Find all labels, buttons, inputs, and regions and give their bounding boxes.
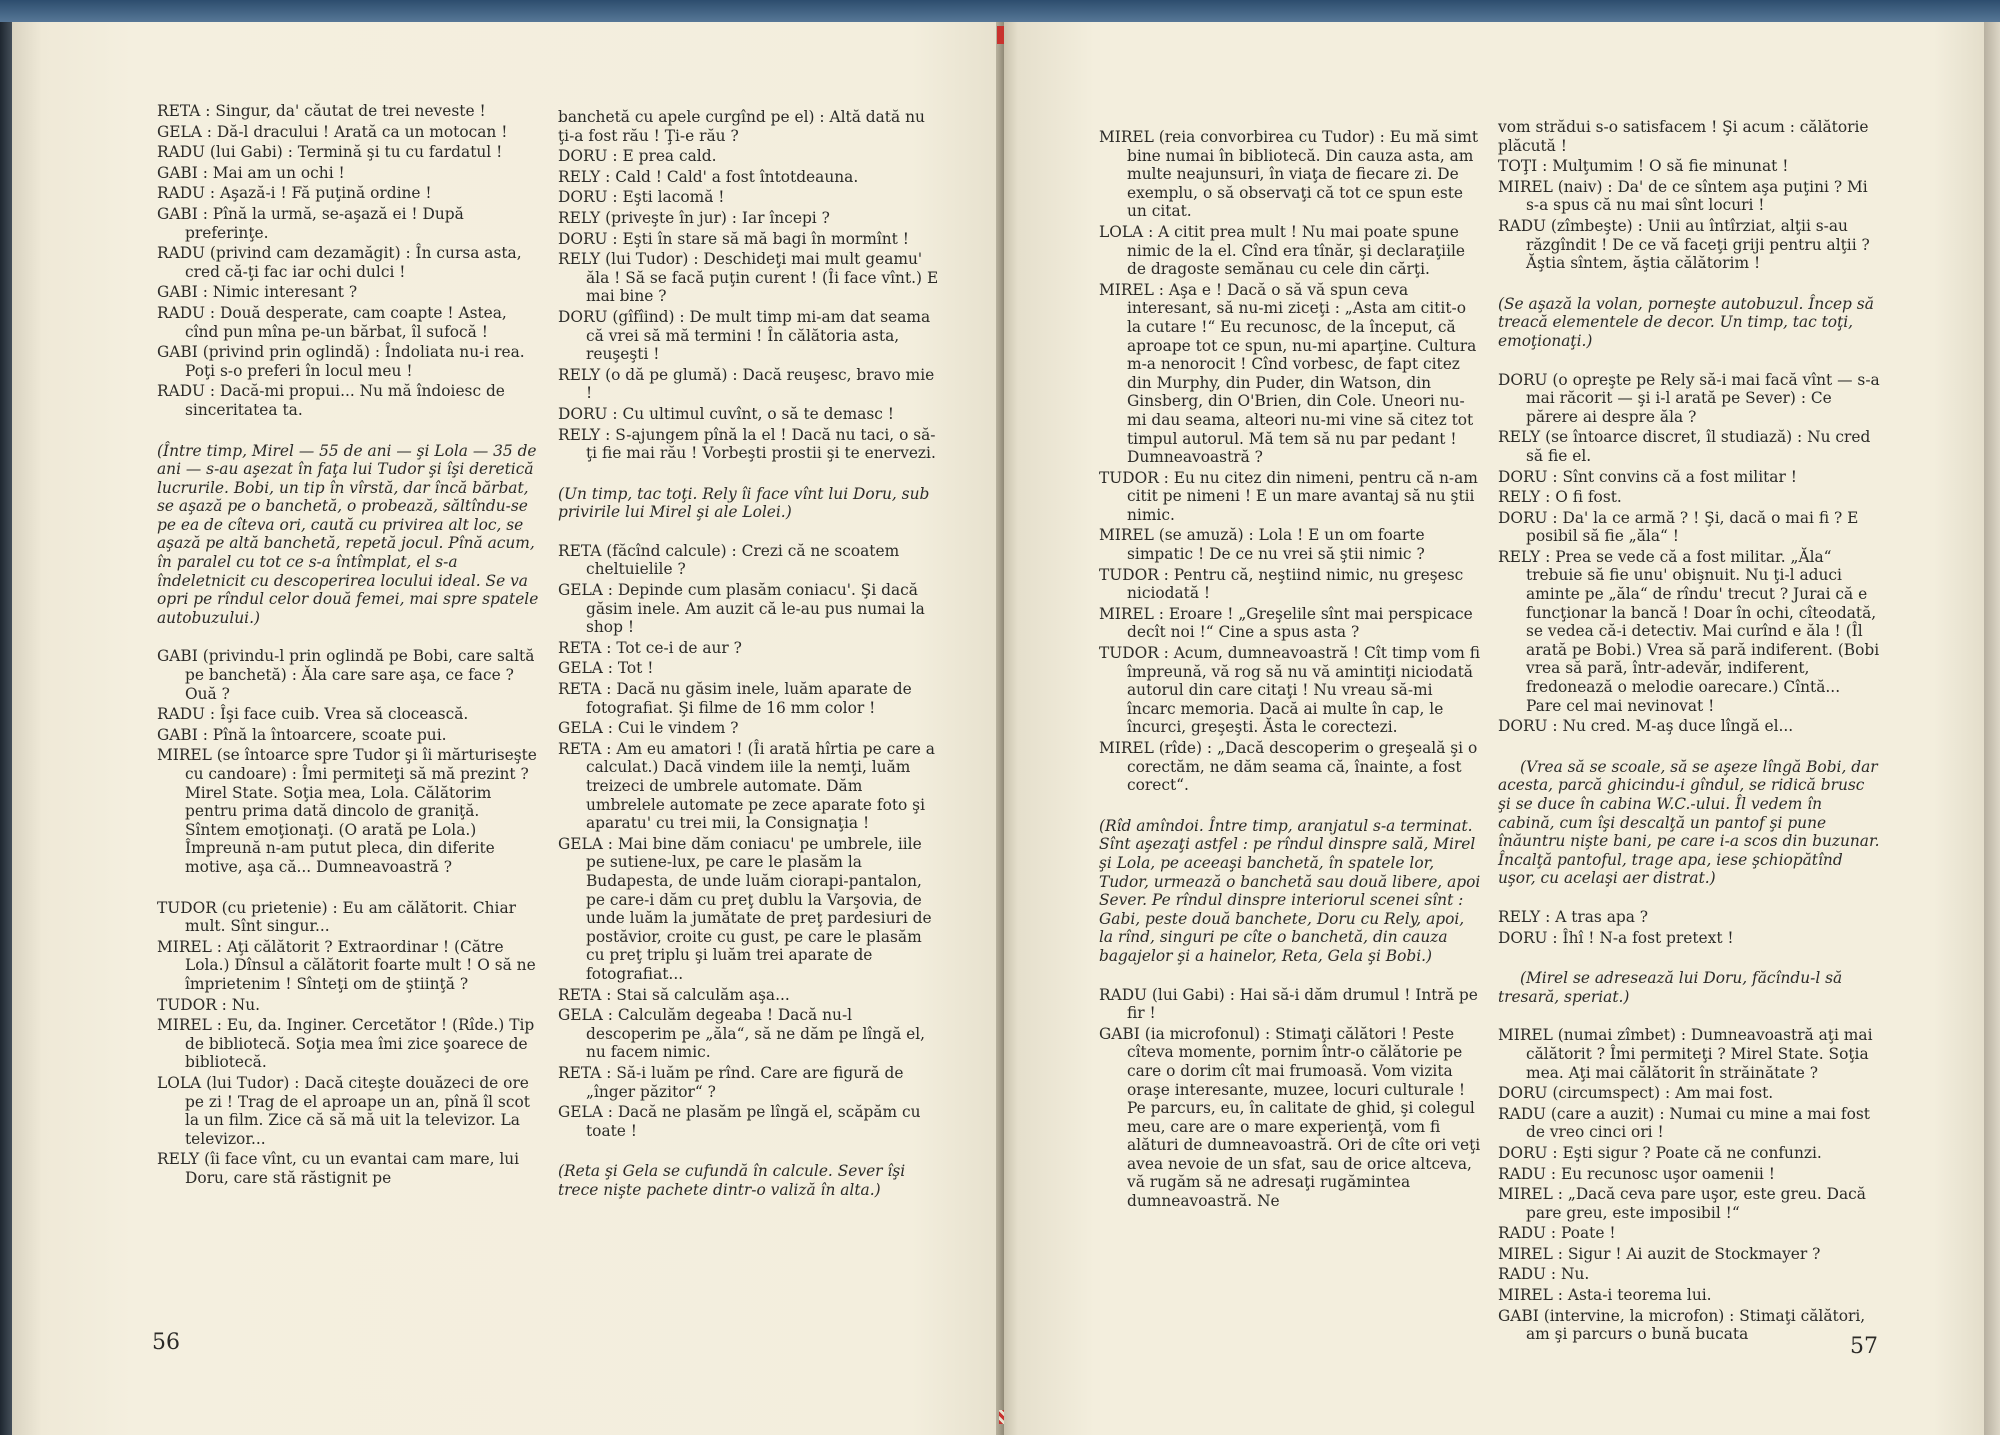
right-page-column-2 (1498, 118, 1880, 1346)
dialogue-line: RADU (lui Gabi) : Hai să-i dăm drumul ! Intră pe fir ! (1099, 985, 1478, 1023)
dialogue-line: RETA : Stai să calculăm aşa... (558, 985, 790, 1004)
dialogue-line: GABI : Nimic interesant ? (157, 283, 358, 302)
left-page-column-1 (157, 102, 539, 1189)
left-page (12, 22, 1016, 1435)
stage-direction: (Se aşază la volan, porneşte autobuzul. Încep să treacă elementele de decor. Un timp, tac toţi, emoţionaţi.) (1498, 294, 1874, 350)
dialogue-line: RELY (se întoarce discret, îl studiază) : Nu cred să fie el. (1498, 428, 1871, 465)
dialogue-line: GELA : Dă-l dracului ! Arată ca un motocan ! (157, 122, 508, 141)
dialogue-line: MIREL : Aşa e ! Dacă o să vă spun ceva interesant, să nu-mi ziceţi : „Asta am citit-o la cutare !“ Eu recunosc, de la început, că aproape tot ce spun, nu-mi aparţine. Cultura m-a nenorocit ! Cînd vorbesc, de fapt citez din Murphy, din Puder, din Watson, din Ginsberg, din O'Brien, din Cole. Uneori nu-mi dau seama, alteori nu-mi vine să citez tot timpul autorul. Mă tem să nu par pedant ! Dumneavoastră ? (1099, 280, 1477, 467)
dialogue-line: RETA : Tot ce-i de aur ? (558, 638, 742, 657)
dialogue-line: DORU : Eşti sigur ? Poate că ne confunzi. (1498, 1143, 1822, 1162)
dialogue-line: RADU : Îşi face cuib. Vrea să clocească. (157, 705, 469, 724)
dialogue-line: RADU : Aşază-i ! Fă puţină ordine ! (157, 184, 432, 203)
dialogue-line: RADU : Nu. (1498, 1265, 1590, 1284)
dialogue-line: MIREL : Asta-i teorema lui. (1498, 1286, 1712, 1305)
dialogue-line: DORU : E prea cald. (558, 147, 717, 166)
dialogue-line: DORU : Eşti în stare să mă bagi în mormînt ! (558, 229, 909, 248)
dialogue-line: DORU : Nu cred. M-aş duce lîngă el... (1498, 717, 1794, 736)
dialogue-line: MIREL (numai zîmbet) : Dumneavoastră aţi mai călătorit ? Îmi permiteţi ? Mirel State. Soţia mea. Aţi mai călătorit în străinătate ? (1498, 1026, 1873, 1082)
dialogue-line: RADU : Poate ! (1498, 1224, 1616, 1243)
dialogue-line: RETA (făcînd calcule) : Crezi că ne scoatem cheltuielile ? (558, 541, 900, 579)
dialogue-line: vom strădui s-o satisfacem ! Şi acum : călătorie plăcută ! (1498, 118, 1869, 155)
dialogue-line: RELY (priveşte în jur) : Iar începi ? (558, 208, 830, 227)
dialogue-line: RELY : S-ajungem pînă la el ! Dacă nu taci, o să-ţi fie mai rău ! Vorbeşti prostii şi te enervezi. (558, 425, 936, 463)
dialogue-line: DORU (gîfîind) : De mult timp mi-am dat seama că vrei să mă termini ! În călătoria asta, reuşeşti ! (558, 307, 931, 364)
dialogue-line: DORU : Sînt convins că a fost militar ! (1498, 467, 1797, 486)
dialogue-line: LOLA (lui Tudor) : Dacă citeşte douăzeci de ore pe zi ! Trag de el aproape un an, pînă îl scot la un film. Zice că să mă uit la televizor. La televizor... (157, 1073, 530, 1148)
right-page (1004, 22, 1986, 1435)
dialogue-line: MIREL : Eu, da. Inginer. Cercetător ! (Rîde.) Tip de bibliotecă. Soţia mea îmi zice şoarece de bibliotecă. (157, 1016, 535, 1072)
dialogue-line: RADU (privind cam dezamăgit) : În cursa asta, cred că-ţi fac iar ochi dulci ! (157, 244, 522, 281)
right-page-column-1 (1099, 128, 1481, 1213)
dialogue-line: DORU : Cu ultimul cuvînt, o să te demasc ! (558, 404, 894, 423)
dialogue-line: GELA : Dacă ne plasăm pe lîngă el, scăpăm cu toate ! (558, 1103, 921, 1140)
stage-direction: (Rîd amîndoi. Între timp, aranjatul s-a terminat. Sînt aşezaţi astfel : pe rîndul dinspre sală, Mirel şi Lola, pe aceeaşi banchetă, în spatele lor, Tudor, urmează o banchetă sau două libere, apoi Sever. Pe rîndul dinspre interiorul scenei sînt : Gabi, peste două banchete, Doru cu Rely, apoi, la rînd, singuri pe cîte o banchetă, din cauza bagajelor şi a hainelor, Reta, Gela şi Bobi.) (1099, 816, 1481, 965)
stage-direction: (Între timp, Mirel — 55 de ani — şi Lola — 35 de ani — s-au aşezat în faţa lui Tudor şi îşi deretică lucrurile. Bobi, un tip în vîrstă, dar încă bărbat, se aşază pe o banchetă, o probează, săltîndu-se pe ea de cîteva ori, caută cu privirea alt loc, se aşază pe altă banchetă, repetă jocul. Pînă acum, în paralel cu tot ce s-a întîmplat, el s-a îndeletnicit cu descoperirea locului ideal. Se va opri pe rîndul celor două femei, mai spre spatele autobuzului.) (157, 441, 539, 627)
dialogue-line: MIREL (se amuză) : Lola ! E un om foarte simpatic ! De ce nu vrei să ştii nimic ? (1099, 526, 1425, 564)
book-edge-right (1984, 22, 2000, 1435)
dialogue-line: GELA : Mai bine dăm coniacu' pe umbrele, iile pe sutiene-lux, pe care le plasăm la Budapesta, de unde luăm ciorapi-pantalon, pe care-i dăm cu preţ dublu la Varşovia, de unde luăm la jumătate de preţ pardesiuri de postăvior, croite cu gust, pe care le plasăm cu preţ triplu şi luăm trei aparate de fotografiat... (558, 834, 932, 983)
dialogue-line: TUDOR : Eu nu citez din nimeni, pentru că n-am citit pe nimeni ! E un mare avantaj să nu ştii nimic. (1099, 468, 1478, 524)
dialogue-line: TUDOR : Pentru că, neştiind nimic, nu greşesc niciodată ! (1099, 565, 1464, 603)
dialogue-line: GABI : Pînă la întoarcere, scoate pui. (157, 725, 447, 744)
stage-direction: (Un timp, tac toţi. Rely îi face vînt lui Doru, sub privirile lui Mirel şi ale Lolei.) (558, 484, 930, 522)
stage-direction: (Mirel se adresează lui Doru, făcîndu-l să tresară, speriat.) (1498, 969, 1843, 1006)
dialogue-line: RADU : Dacă-mi propui... Nu mă îndoiesc de sinceritatea ta. (157, 382, 505, 419)
dialogue-line: GELA : Tot ! (558, 659, 654, 678)
dialogue-line: GELA : Cui le vindem ? (558, 719, 739, 738)
dialogue-line: RADU : Eu recunosc uşor oamenii ! (1498, 1164, 1775, 1183)
dialogue-line: RELY (o dă pe glumă) : Dacă reuşesc, bravo mie ! (558, 365, 935, 403)
page-number: 57 (1850, 1334, 1878, 1359)
dialogue-line: MIREL : „Dacă ceva pare uşor, este greu. Dacă pare greu, este imposibil !“ (1498, 1185, 1866, 1222)
dialogue-line: DORU : Da' la ce armă ? ! Şi, dacă o mai fi ? E posibil să fie „ăla“ ! (1498, 508, 1859, 546)
dialogue-line: RETA : Singur, da' căutat de trei neveste ! (157, 102, 486, 120)
dialogue-line: LOLA : A citit prea mult ! Nu mai poate spune nimic de la el. Cînd era tînăr, şi declaraţiile de dragoste semănau cu cele din cărţi. (1099, 222, 1466, 279)
dialogue-line: TUDOR : Nu. (157, 995, 261, 1014)
dialogue-line: GABI (intervine, la microfon) : Stimaţi călători, am şi parcurs o bună bucata (1498, 1306, 1866, 1344)
dialogue-line: MIREL : Sigur ! Ai auzit de Stockmayer ? (1498, 1244, 1821, 1263)
dialogue-line: MIREL (se întoarce spre Tudor şi îi mărturiseşte cu candoare) : Îmi permiteţi să mă prezint ? Mirel State. Soţia mea, Lola. Călătorim pentru prima dată dincolo de graniţă. Sîntem emoţionaţi. (O arată pe Lola.) Împreună n-am putut pleca, din diferite motive, aşa că... Dumneavoastră ? (157, 746, 537, 876)
dialogue-line: DORU (circumspect) : Am mai fost. (1498, 1084, 1774, 1103)
dialogue-line: RADU (lui Gabi) : Termină şi tu cu fardatul ! (157, 143, 503, 162)
dialogue-line: MIREL : Aţi călătorit ? Extraordinar ! (Către Lola.) Dînsul a călătorit foarte mult ! O să ne împrietenim ! Sînteţi om de ştiinţă ? (157, 937, 536, 993)
dialogue-line: GABI (privind prin oglindă) : Îndoliata nu-i rea. Poţi s-o preferi în locul meu ! (157, 343, 525, 380)
page-number: 56 (152, 1330, 180, 1355)
dialogue-line: RADU (care a auzit) : Numai cu mine a mai fost de vreo cinci ori ! (1498, 1104, 1870, 1142)
dialogue-line: RETA : Am eu amatori ! (Îi arată hîrtia pe care a calculat.) Dacă vindem iile la nemţi, luăm treizeci de umbrele automate. Dăm umbrelele automate pe zece aparate foto şi aparatu' cu trei mii, la Consignaţia ! (558, 739, 935, 833)
dialogue-line: RELY : Prea se vede că a fost militar. „Ăla“ trebuie să fie unu' obişnuit. Nu ţi-l aduci aminte pe „ăla“ de rîndu' trecut ? Jurai că e funcţionar la bancă ! Doar în ochi, cîteodată, se vedea că-i detectiv. Mai curînd e ăla ! (Îl arată pe Bobi.) Vrea să pară indiferent. (Bobi vrea să pară, într-adevăr, indiferent, fredonează o melodie oarecare.) Cîntă... Pare cel mai nevinovat ! (1498, 547, 1880, 715)
dialogue-line: RADU (zîmbeşte) : Unii au întîrziat, alţii s-au răzgîndit ! De ce vă faceţi griji pentru alţii ? Ăştia sîntem, ăştia călătorim ! (1498, 216, 1870, 273)
dialogue-line: GABI : Mai am un ochi ! (157, 163, 345, 182)
dialogue-line: RETA : Să-i luăm pe rînd. Care are figură de „înger păzitor“ ? (558, 1063, 904, 1101)
dialogue-line: DORU : Eşti lacomă ! (558, 188, 725, 207)
stage-direction: (Vrea să se scoale, să se aşeze lîngă Bobi, dar acesta, parcă ghicindu-i gîndul, se ridică brusc şi se duce în cabina W.C.-ului. Îl vedem în cabină, cum îşi descalţă un pantof şi pune înăuntru nişte bani, pe care i-a scos din buzunar. Încalţă pantoful, trage apa, iese şchiopătînd uşor, cu acelaşi aer distrat.) (1498, 757, 1880, 888)
dialogue-line: banchetă cu apele curgînd pe el) : Altă dată nu ţi-a fost rău ! Ţi-e rău ? (558, 108, 925, 145)
dialogue-line: RELY : O fi fost. (1498, 488, 1622, 507)
dialogue-line: MIREL (naiv) : Da' de ce sîntem aşa puţini ? Mi s-a spus că nu mai sînt locuri ! (1498, 177, 1868, 215)
dialogue-line: RELY : Cald ! Cald' a fost întotdeauna. (558, 167, 859, 186)
dialogue-line: TUDOR : Acum, dumneavoastră ! Cît timp vom fi împreună, vă rog să nu vă amintiţi niciodată autorul din care citaţi ! Nu vreau să-mi încarc memoria. Dacă ai multe în cap, le încurci, greşeşti. Ăsta le corectezi. (1099, 644, 1480, 737)
dialogue-line: DORU (o opreşte pe Rely să-i mai facă vînt — s-a mai răcorit — şi i-l arată pe Sever) : Ce părere ai despre ăla ? (1498, 370, 1880, 426)
dialogue-line: GABI : Pînă la urmă, se-aşază ei ! După preferinţe. (157, 204, 464, 242)
dialogue-line: MIREL : Eroare ! „Greşelile sînt mai perspicace decît noi !“ Cine a spus asta ? (1099, 604, 1473, 642)
dialogue-line: RETA : Dacă nu găsim inele, luăm aparate de fotografiat. Şi filme de 16 mm color ! (558, 680, 912, 717)
dialogue-line: RELY : A tras apa ? (1498, 907, 1649, 926)
stage-direction: (Reta şi Gela se cufundă în calcule. Sever îşi trece nişte pachete dintr-o valiză în alta.) (558, 1162, 906, 1199)
dialogue-line: RELY (lui Tudor) : Deschideţi mai mult geamu' ăla ! Să se facă puţin curent ! (Îi face vînt.) E mai bine ? (558, 250, 939, 306)
dialogue-line: MIREL (rîde) : „Dacă descoperim o greşeală şi o corectăm, ne dăm seama că, înainte, a fost corect“. (1099, 739, 1478, 795)
dialogue-line: GELA : Calculăm degeaba ! Dacă nu-l descoperim pe „ăla“, să ne dăm pe lîngă el, nu facem nimic. (558, 1006, 926, 1062)
dialogue-line: GABI (privindu-l prin oglindă pe Bobi, care saltă pe banchetă) : Ăla care sare aşa, ce face ? Ouă ? (157, 647, 535, 703)
dialogue-line: DORU : Îhî ! N-a fost pretext ! (1498, 928, 1734, 947)
dialogue-line: TUDOR (cu prietenie) : Eu am călătorit. Chiar mult. Sînt singur... (157, 898, 516, 936)
dialogue-line: TOŢI : Mulţumim ! O să fie minunat ! (1498, 157, 1789, 176)
dialogue-line: MIREL (reia convorbirea cu Tudor) : Eu mă simt bine numai în bibliotecă. Din cauza asta, am multe neajunsuri, în viaţa de fiecare zi. De exemplu, o să observaţi că tot ce spun este un citat. (1099, 128, 1479, 221)
dialogue-line: RADU : Două desperate, cam coapte ! Astea, cînd pun mîna pe-un bărbat, îl sufocă ! (157, 303, 507, 341)
left-page-column-2 (558, 108, 942, 1219)
dialogue-line: RELY (îi face vînt, cu un evantai cam mare, lui Doru, care stă răstignit pe (157, 1150, 520, 1187)
dialogue-line: GABI (ia microfonul) : Stimaţi călători ! Peste cîteva momente, pornim într-o călătorie pe care o dorim cît mai frumoasă. Vom vizita oraşe interesante, muzee, locuri culturale ! Pe parcurs, eu, în calitate de ghid, şi colegul meu, care are o mare experienţă, vom fi alături de dumneavoastră. Ori de cîte ori veţi avea nevoie de un sfat, sau de orice altceva, vă rugăm să ne adresaţi rugămintea dumneavoastră. Ne (1099, 1024, 1481, 1211)
dialogue-line: GELA : Depinde cum plasăm coniacu'. Şi dacă găsim inele. Am auzit că le-au pus numai la shop ! (558, 581, 925, 637)
